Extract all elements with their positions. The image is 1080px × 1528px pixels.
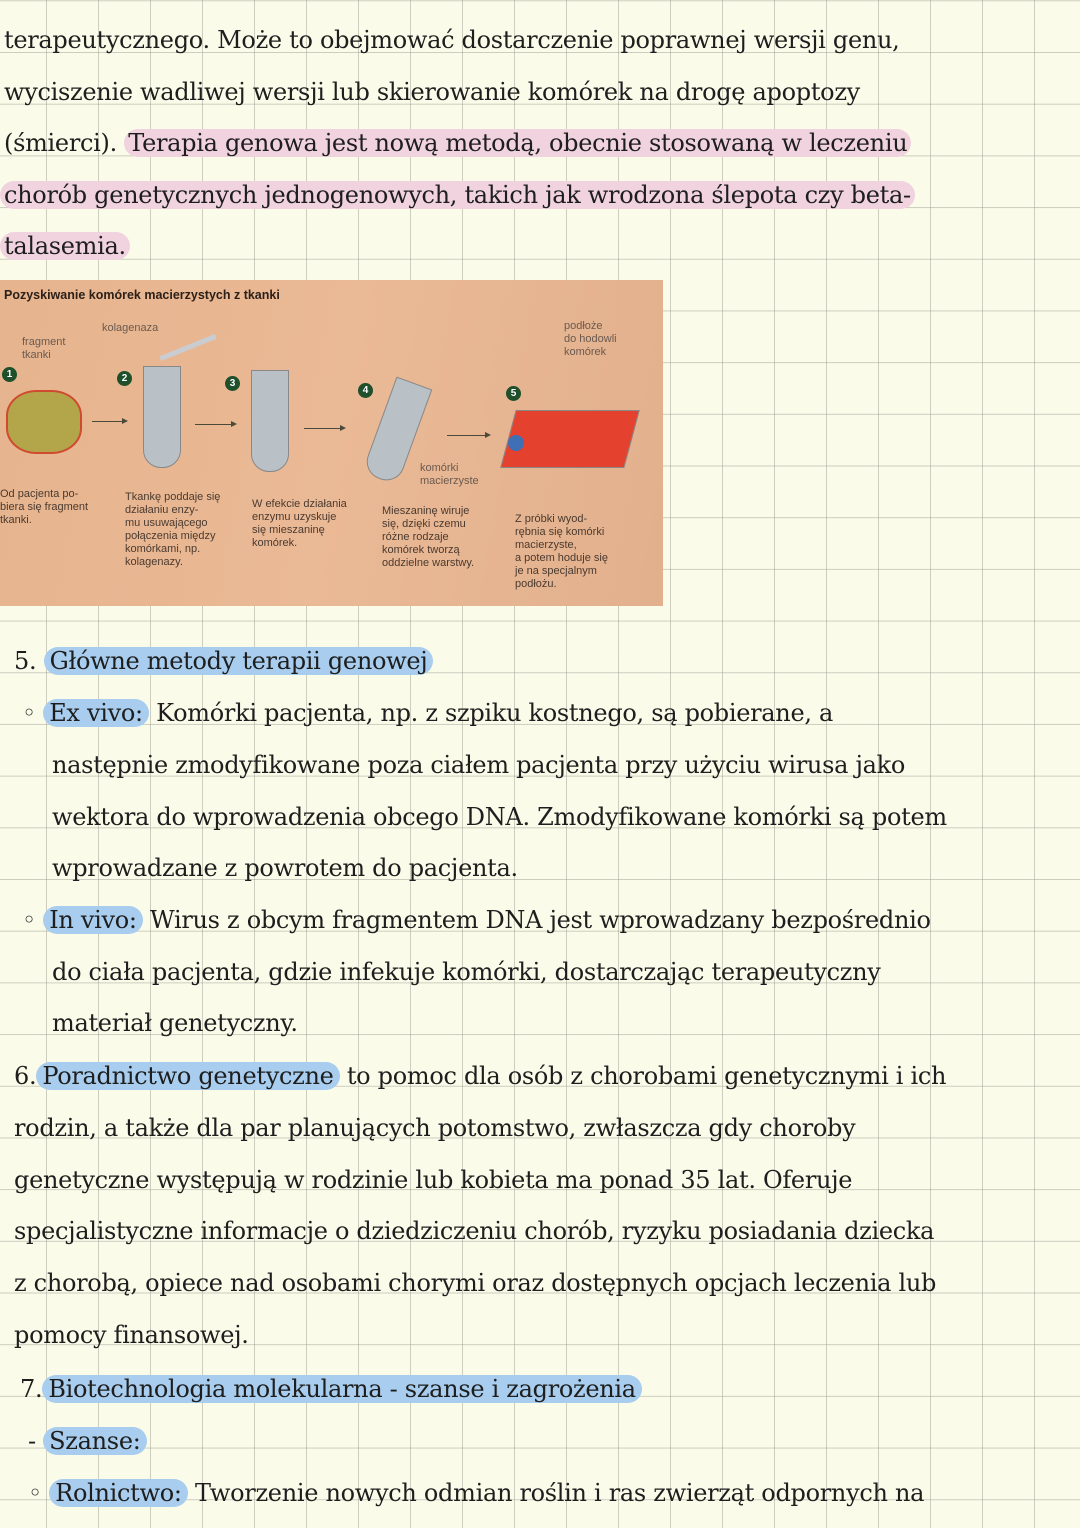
step-number: 5: [506, 386, 521, 401]
text-line: [22, 903, 931, 937]
step-number: 2: [117, 371, 132, 386]
text-line: [0, 229, 130, 263]
stem-cell-figure: [0, 280, 663, 606]
test-tube-illustration: [251, 370, 289, 472]
bullet-icon: ◦: [22, 906, 36, 934]
text-segment: to pomoc dla osób z chorobami genetycznymi i ich: [339, 1062, 947, 1090]
section-number: 5.: [14, 647, 44, 675]
blue-highlight: Rolnictwo:: [49, 1479, 188, 1507]
text-line: wyciszenie wadliwej wersji lub skierowanie komórek na drogę apoptozy: [4, 78, 860, 106]
step-number: 4: [358, 383, 373, 398]
pink-highlight: talasemia.: [0, 232, 130, 260]
flask-cap-illustration: [508, 435, 524, 451]
figure-title: Pozyskiwanie komórek macierzystych z tkanki: [4, 288, 280, 302]
text-line: wektora do wprowadzenia obcego DNA. Zmodyfikowane komórki są potem: [52, 803, 947, 831]
text-line: specjalistyczne informacje o dziedziczeniu chorób, ryzyku posiadania dziecka: [14, 1217, 935, 1245]
step-number: 1: [2, 367, 17, 382]
text-line: [14, 1059, 946, 1093]
arrow-icon: [195, 424, 235, 425]
arrow-icon: [447, 435, 489, 436]
text-line: materiał genetyczny.: [52, 1009, 298, 1037]
label-podloze: podłoże do hodowli komórek: [564, 320, 617, 358]
text-segment: Tworzenie nowych odmian roślin i ras zwierząt odpornych na: [187, 1479, 925, 1507]
text-line: [28, 1476, 924, 1510]
section-number: 6.: [14, 1062, 37, 1090]
label-fragment: fragment tkanki: [22, 336, 66, 361]
step-caption: Tkankę poddaje się działaniu enzy- mu usuwającego połączenia między komórkami, np. kolagenazy.: [125, 491, 221, 568]
arrow-icon: [92, 421, 126, 422]
text-line: terapeutycznego. Może to obejmować dostarczenie poprawnej wersji genu,: [4, 26, 900, 54]
pink-highlight: chorób genetycznych jednogenowych, takich jak wrodzona ślepota czy beta-: [0, 181, 915, 209]
step-caption: Od pacjenta po- biera się fragment tkanki.: [0, 488, 89, 526]
text-line: [28, 1424, 147, 1458]
text-line: z chorobą, opiece nad osobami chorymi oraz dostępnych opcjach leczenia lub: [14, 1269, 937, 1297]
step-number: 3: [225, 376, 240, 391]
text-line: [22, 696, 833, 730]
step-caption: W efekcie działania enzymu uzyskuje się mieszaninę komórek.: [252, 498, 347, 549]
blue-highlight: In vivo:: [43, 906, 143, 934]
bullet-icon: ◦: [28, 1479, 42, 1507]
tissue-fragment-illustration: [6, 390, 82, 454]
text-line: następnie zmodyfikowane poza ciałem pacjenta przy użyciu wirusa jako: [52, 751, 905, 779]
bullet-icon: ◦: [22, 699, 36, 727]
step-caption: Z próbki wyod- rębnia się komórki macierzyste, a potem hoduje się je na specjalnym podłożu.: [515, 513, 608, 590]
blue-highlight: Poradnictwo genetyczne: [36, 1062, 339, 1090]
dash-bullet: -: [28, 1427, 36, 1455]
test-tube-illustration: [143, 366, 181, 468]
section-5-heading: [14, 644, 433, 678]
blue-highlight: Ex vivo:: [43, 699, 149, 727]
blue-highlight: Biotechnologia molekularna - szanse i zagrożenia: [42, 1375, 642, 1403]
text-line: do ciała pacjenta, gdzie infekuje komórki, dostarczając terapeutyczny: [52, 958, 881, 986]
section-7-heading: [20, 1372, 642, 1406]
label-kolagenaza: kolagenaza: [102, 322, 159, 334]
text-segment: (śmierci).: [4, 129, 125, 157]
text-line: genetyczne występują w rodzinie lub kobieta ma ponad 35 lat. Oferuje: [14, 1166, 853, 1194]
text-line: [4, 126, 911, 160]
text-segment: Komórki pacjenta, np. z szpiku kostnego, są pobierane, a: [148, 699, 834, 727]
text-line: wprowadzane z powrotem do pacjenta.: [52, 854, 518, 882]
text-line: [0, 178, 915, 212]
section-number: 7.: [20, 1375, 43, 1403]
text-segment: Wirus z obcym fragmentem DNA jest wprowadzany bezpośrednio: [142, 906, 931, 934]
pipette-illustration: [159, 334, 217, 361]
text-line: pomocy finansowej.: [14, 1321, 249, 1349]
blue-highlight: Główne metody terapii genowej: [44, 647, 434, 675]
text-line: rodzin, a także dla par planujących potomstwo, zwłaszcza gdy choroby: [14, 1114, 856, 1142]
label-komorki: komórki macierzyste: [420, 462, 479, 487]
arrow-icon: [304, 428, 344, 429]
step-caption: Mieszaninę wiruje się, dzięki czemu różne rodzaje komórek tworzą oddzielne warstwy.: [382, 505, 475, 569]
pink-highlight: Terapia genowa jest nową metodą, obecnie stosowaną w leczeniu: [124, 129, 911, 157]
blue-highlight: Szanse:: [43, 1427, 146, 1455]
